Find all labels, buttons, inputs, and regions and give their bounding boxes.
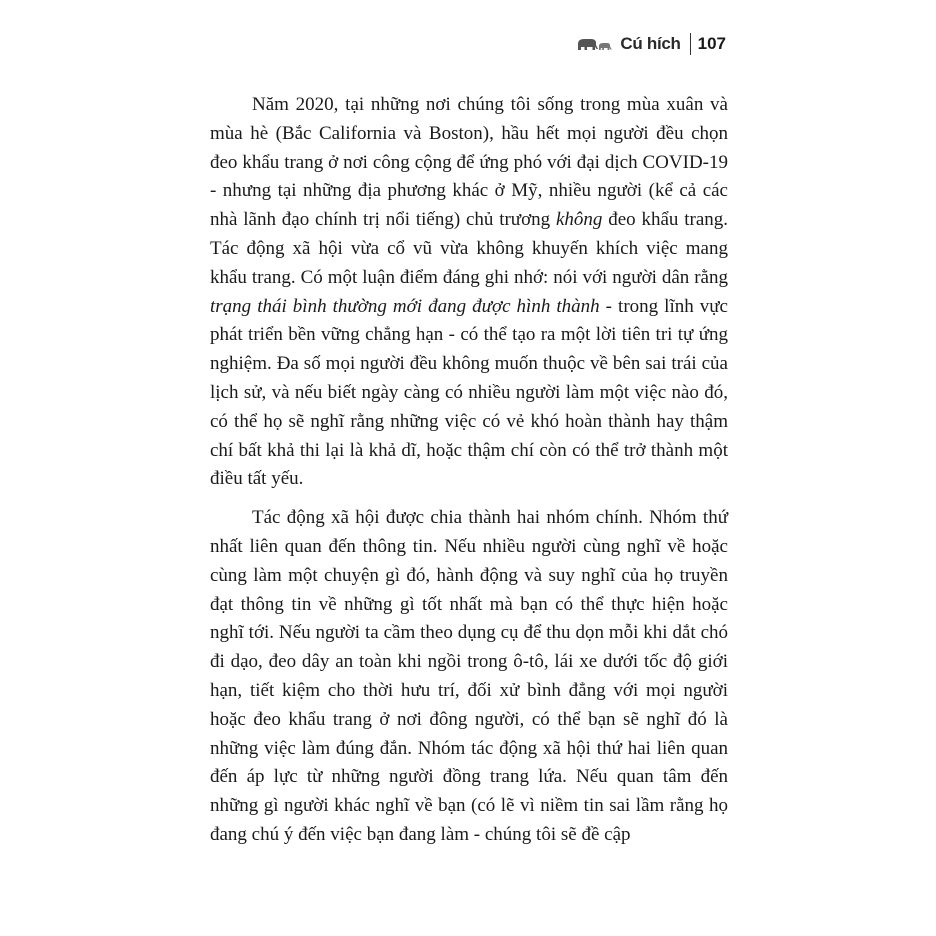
text-run: Năm 2020, tại những nơi chúng tôi sống trong mùa xuân và mùa hè (Bắc California và Boston), hầu hết mọi người đều chọn đeo khẩu trang ở nơi công cộng để ứng phó với đại dịch COVID-19 - nhưng tại những địa phương khác ở Mỹ, nhiều người (kể cả các nhà lãnh đạo chính trị nổi tiếng) chủ trương — [210, 94, 728, 231]
text-run: đeo khẩu trang. Tác động xã hội vừa cổ vũ vừa không khuyến khích việc mang khẩu trang. Có một luận điểm đáng ghi nhớ: nói với người dân rằng — [210, 209, 728, 288]
brand-text: Cú hích — [620, 34, 681, 53]
book-brand — [576, 34, 680, 54]
text-run: - trong lĩnh vực phát triển bền vững chẳng hạn - có thể tạo ra một lời tiên tri tự ứng nghiệm. Đa số mọi người đều không muốn thuộc về bên sai trái của lịch sử, và nếu biết ngày càng có nhiều người làm một việc nào đó, có thể họ sẽ nghĩ rằng những việc có vẻ khó hoàn thành hay thậm chí bất khả thi lại là khả dĩ, hoặc thậm chí còn có thể trở thành một điều tất yếu. — [210, 295, 728, 490]
paragraph — [210, 91, 728, 494]
body-text — [210, 91, 728, 850]
italic-run: không — [555, 209, 603, 231]
paragraph — [210, 504, 728, 850]
header-divider — [690, 33, 691, 55]
running-header — [576, 30, 726, 58]
italic-run: trạng thái bình thường mới đang được hình thành — [210, 295, 600, 317]
text-run: Tác động xã hội được chia thành hai nhóm chính. Nhóm thứ nhất liên quan đến thông tin. Nếu nhiều người cùng nghĩ về hoặc cùng làm một chuyện gì đó, hành động và suy nghĩ của họ truyền đạt thông tin về những gì tốt nhất mà bạn có thể thực hiện hoặc nghĩ tới. Nếu người ta cầm theo dụng cụ để thu dọn mỗi khi dắt chó đi dạo, đeo dây an toàn khi ngồi trong ô-tô, lái xe dưới tốc độ giới hạn, tiết kiệm cho thời hưu trí, đối xử bình đẳng với mọi người hoặc đeo khẩu trang ở nơi đông người, có thể bạn sẽ nghĩ đó là những việc làm đúng đắn. Nhóm tác động xã hội thứ hai liên quan đến áp lực từ những người đồng trang lứa. Nếu quan tâm đến những gì người khác nghĩ về bạn (có lẽ vì niềm tin sai lầm rằng họ đang chú ý đến việc bạn đang làm - chúng tôi sẽ đề cập — [210, 507, 728, 845]
elephants-icon — [576, 36, 616, 52]
page-number: 107 — [697, 34, 726, 53]
